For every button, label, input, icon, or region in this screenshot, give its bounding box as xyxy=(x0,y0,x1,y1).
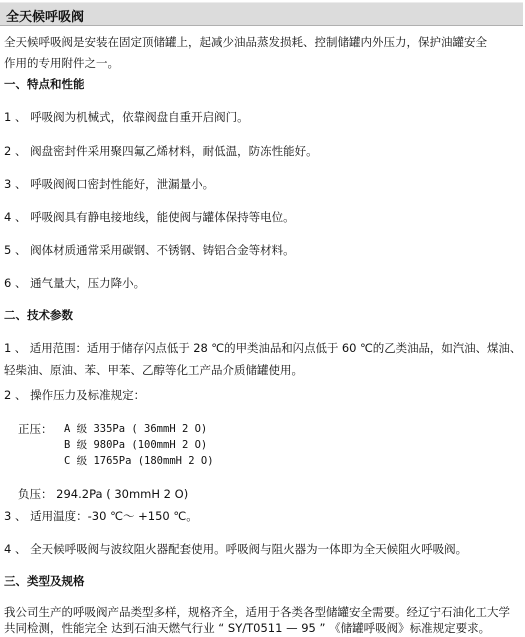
section-2-item-4: 4 、 全天候呼吸阀与波纹阻火器配套使用。呼吸阀与阻火器为一体即为全天候阻火呼吸阀。 xyxy=(4,542,468,556)
section-2-item-1-line-2: 轻柴油、原油、苯、甲苯、乙醇等化工产品介质储罐使用。 xyxy=(4,363,303,377)
positive-pressure-label: 正压： xyxy=(18,422,53,436)
pressure-grade-c: C 级 1765Pa (180mmH 2 O) xyxy=(64,455,214,467)
page-title: 全天候呼吸阀 xyxy=(6,10,85,25)
section-2-item-3: 3 、 适用温度：-30 ℃～ +150 ℃。 xyxy=(4,509,198,523)
section-1-item: 6 、 通气量大，压力降小。 xyxy=(4,276,146,290)
section-3-line-1: 我公司生产的呼吸阀产品类型多样，规格齐全，适用于各类各型储罐安全需要。经辽宁石油化工大学 xyxy=(4,605,510,619)
section-3-heading: 三、类型及规格 xyxy=(4,574,85,588)
intro-line-2: 作用的专用附件之一。 xyxy=(4,56,119,70)
intro-line-1: 全天候呼吸阀是安装在固定顶储罐上，起减少油品蒸发损耗、控制储罐内外压力，保护油罐安全 xyxy=(4,35,487,49)
section-1-item: 1 、 呼吸阀为机械式，依靠阀盘自重开启阀门。 xyxy=(4,110,249,124)
section-2-heading: 二、技术参数 xyxy=(4,308,73,322)
pressure-grade-a: A 级 335Pa ( 36mmH 2 O) xyxy=(64,423,208,435)
section-2-item-2: 2 、 操作压力及标准规定： xyxy=(4,388,146,402)
section-1-item: 2 、 阀盘密封件采用聚四氟乙烯材料，耐低温，防冻性能好。 xyxy=(4,144,318,158)
section-1-item: 4 、 呼吸阀具有静电接地线，能使阀与罐体保持等电位。 xyxy=(4,210,295,224)
section-3-line-2: 共同检测，性能完全 达到石油天燃气行业 “ SY/T0511 — 95 ” 《储罐呼吸阀》标准规定要求。 xyxy=(4,621,491,635)
section-1-item: 5 、 阀体材质通常采用碳钢、不锈钢、铸铝合金等材料。 xyxy=(4,243,295,257)
pressure-grade-b: B 级 980Pa (100mmH 2 O) xyxy=(64,439,208,451)
section-2-item-1-line-1: 1 、 适用范围：适用于储存闪点低于 28 ℃的甲类油品和闪点低于 60 ℃的乙类油品，如汽油、煤油、 xyxy=(4,341,522,355)
section-1-heading: 一、特点和性能 xyxy=(4,77,85,91)
title-bar xyxy=(0,2,523,26)
negative-pressure: 负压： 294.2Pa ( 30mmH 2 O) xyxy=(18,487,189,501)
section-1-item: 3 、 呼吸阀阀口密封性能好，泄漏量小。 xyxy=(4,177,215,191)
